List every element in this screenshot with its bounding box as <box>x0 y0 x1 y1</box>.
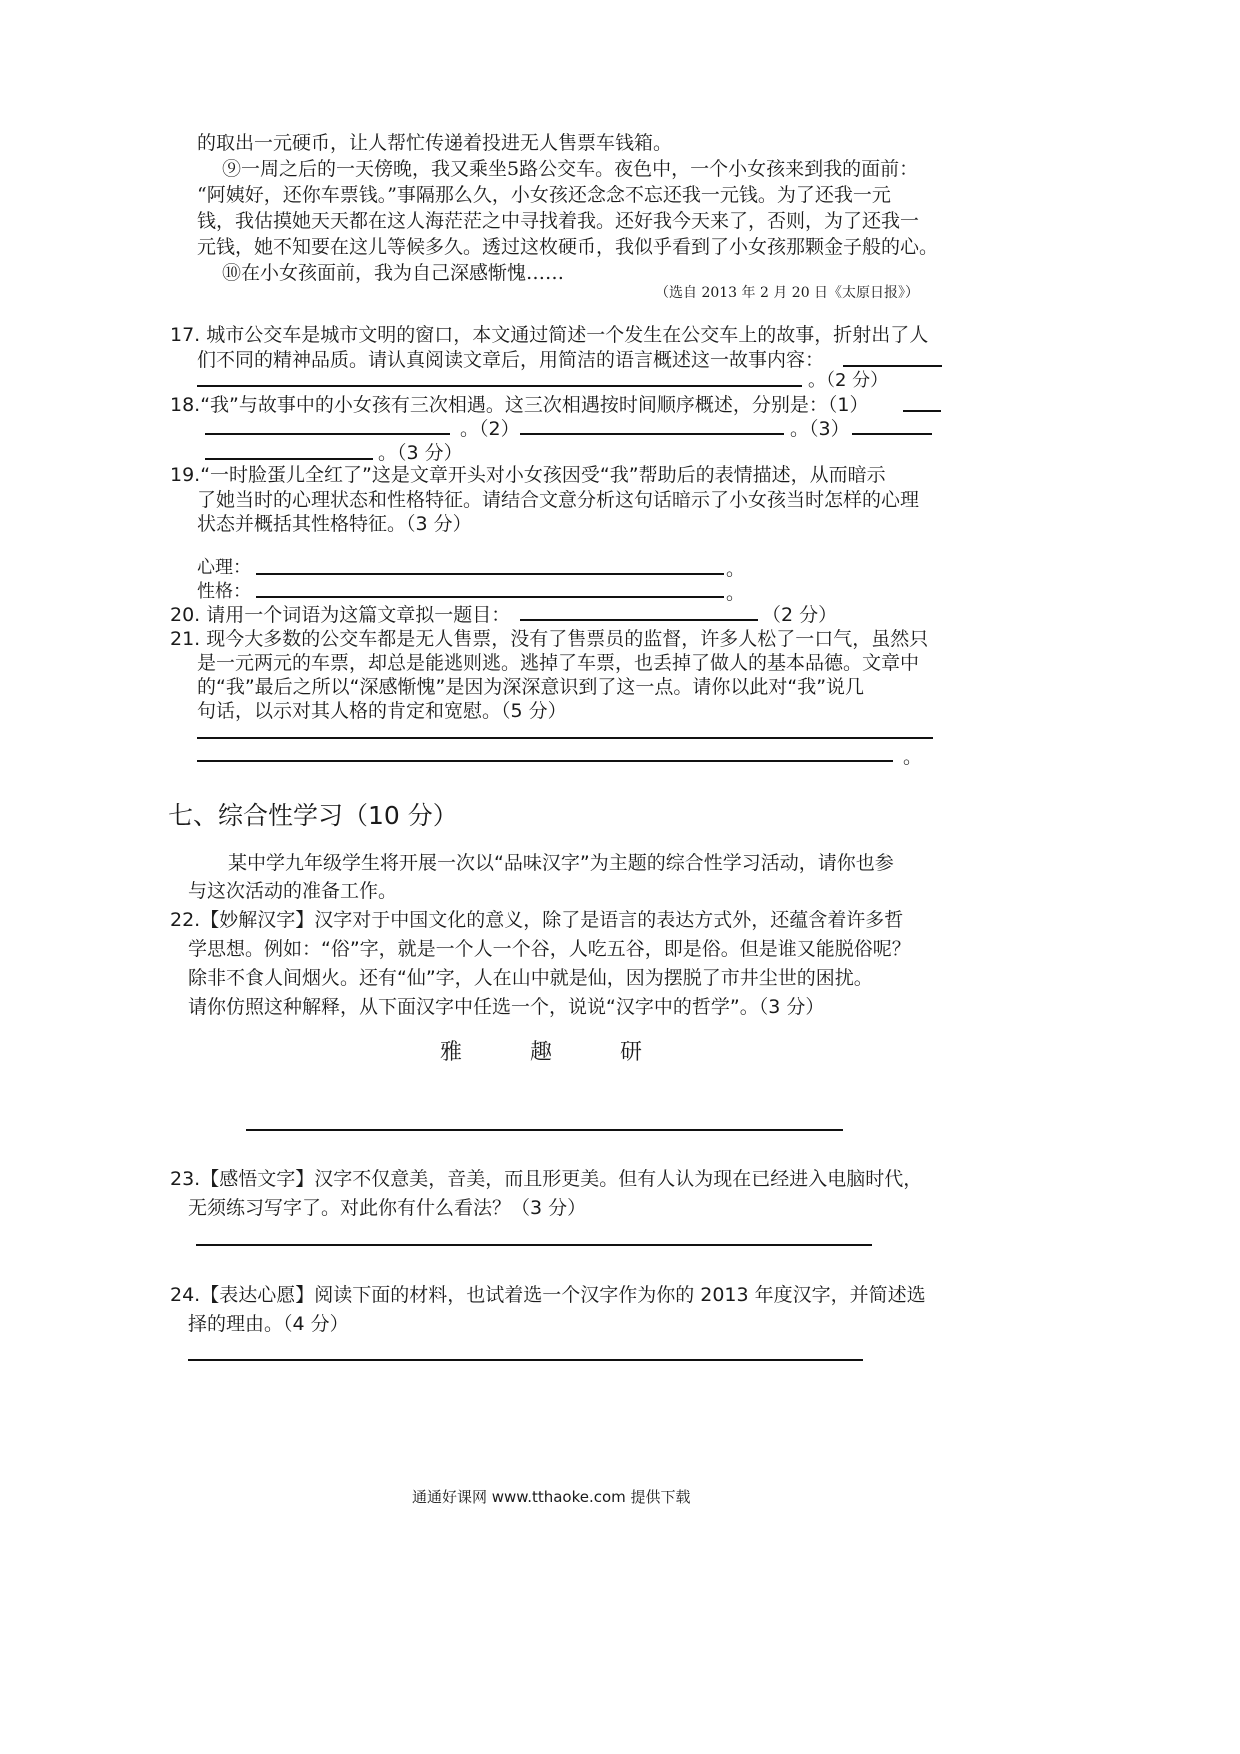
question-22-answer-blank[interactable] <box>246 1129 843 1131</box>
question-24-answer-blank[interactable] <box>188 1359 863 1361</box>
question-22-line: 22.【妙解汉字】汉字对于中国文化的意义，除了是语言的表达方式外，还蕴含着许多哲 <box>170 909 904 931</box>
question-18-answer-blank-2[interactable] <box>520 433 784 435</box>
question-20-line: 20. 请用一个词语为这篇文章拟一题目： <box>170 604 511 626</box>
character-label: 性格： <box>197 581 251 602</box>
question-21-line: 21. 现今大多数的公交车都是无人售票，没有了售票员的监督，许多人松了一口气，虽然只 <box>170 628 929 650</box>
character-option: 趣 <box>530 1040 553 1065</box>
mind-label: 心理： <box>197 557 251 578</box>
character-end-mark: 。 <box>726 582 746 604</box>
question-18-score: 。（3 分） <box>378 442 463 464</box>
question-20-score: （2 分） <box>762 604 838 626</box>
passage-paragraph-10: ⑩在小女孩面前，我为自己深感惭愧…… <box>222 262 565 284</box>
question-21-line: 的“我”最后之所以“深感惭愧”是因为深深意识到了这一点。请你以此对“我”说几 <box>197 676 865 698</box>
question-18-mark: 。（3） <box>790 418 850 440</box>
question-19-line: 了她当时的心理状态和性格特征。请结合文意分析这句话暗示了小女孩当时怎样的心理 <box>197 489 920 511</box>
section-7-intro: 某中学九年级学生将开展一次以“品味汉字”为主题的综合性学习活动，请你也参 <box>228 852 894 874</box>
character-option: 研 <box>620 1040 643 1065</box>
question-24-line: 择的理由。（4 分） <box>188 1313 349 1335</box>
question-19-line: 状态并概括其性格特征。（3 分） <box>197 513 472 535</box>
question-17-answer-blank[interactable] <box>843 365 942 367</box>
question-19-line: 19.“一时脸蛋儿全红了”这是文章开头对小女孩因受“我”帮助后的表情描述，从而暗示 <box>170 464 886 486</box>
question-24-line: 24.【表达心愿】阅读下面的材料，也试着选一个汉字作为你的 2013 年度汉字，并简述选 <box>170 1284 926 1306</box>
section-7-intro: 与这次活动的准备工作。 <box>188 880 398 902</box>
question-18-answer-blank-1[interactable] <box>903 410 941 412</box>
question-18-line: 18.“我”与故事中的小女孩有三次相遇。这三次相遇按时间顺序概述，分别是：（1） <box>170 394 869 416</box>
question-17-line: 17. 城市公交车是城市文明的窗口，本文通过简述一个发生在公交车上的故事，折射出了人 <box>170 324 929 346</box>
question-18-mark: 。（2） <box>460 418 520 440</box>
passage-line: 的取出一元硬币，让人帮忙传递着投进无人售票车钱箱。 <box>197 132 673 154</box>
question-21-end-mark: 。 <box>903 746 923 768</box>
question-22-line: 学思想。例如：“俗”字，就是一个人一个谷，人吃五谷，即是俗。但是谁又能脱俗呢？ <box>188 938 911 960</box>
character-option: 雅 <box>440 1040 463 1065</box>
question-23-line: 无须练习写字了。对此你有什么看法？（3 分） <box>188 1197 587 1219</box>
character-answer-blank[interactable] <box>256 596 724 598</box>
question-21-answer-blank[interactable] <box>197 737 933 739</box>
question-20-title-blank[interactable] <box>520 619 758 621</box>
question-17-line: 们不同的精神品质。请认真阅读文章后，用简洁的语言概述这一故事内容： <box>197 349 825 371</box>
question-21-line: 是一元两元的车票，却总是能逃则逃。逃掉了车票，也丢掉了做人的基本品德。文章中 <box>197 652 920 674</box>
question-17-score: 。（2 分） <box>808 370 889 391</box>
passage-paragraph-9: ⑨一周之后的一天傍晚，我又乘坐5路公交车。夜色中，一个小女孩来到我的面前： <box>222 158 919 180</box>
passage-line: 钱，我估摸她天天都在这人海茫茫之中寻找着我。还好我今天来了，否则，为了还我一 <box>197 210 920 232</box>
footer-download-credit: 通通好课网 www.tthaoke.com 提供下载 <box>412 1488 691 1506</box>
mind-end-mark: 。 <box>726 558 746 580</box>
mind-answer-blank[interactable] <box>256 573 724 575</box>
question-17-answer-blank[interactable] <box>197 385 802 387</box>
question-22-line: 请你仿照这种解释，从下面汉字中任选一个，说说“汉字中的哲学”。（3 分） <box>188 996 825 1018</box>
question-23-answer-blank[interactable] <box>196 1244 872 1246</box>
question-21-answer-blank[interactable] <box>197 760 893 762</box>
passage-source: （选自 2013 年 2 月 20 日《太原日报》） <box>655 285 920 301</box>
question-18-answer-blank-1[interactable] <box>205 433 450 435</box>
passage-line: 元钱，她不知要在这儿等候多久。透过这枚硬币，我似乎看到了小女孩那颗金子般的心。 <box>197 236 939 258</box>
section-7-heading: 七、综合性学习（10 分） <box>168 801 458 830</box>
question-22-line: 除非不食人间烟火。还有“仙”字，人在山中就是仙，因为摆脱了市井尘世的困扰。 <box>188 967 873 989</box>
question-21-line: 句话，以示对其人格的肯定和宽慰。（5 分） <box>197 700 567 722</box>
passage-line: “阿姨好，还你车票钱。”事隔那么久，小女孩还念念不忘还我一元钱。为了还我一元 <box>197 184 891 206</box>
question-18-answer-blank-3[interactable] <box>852 433 932 435</box>
character-options <box>440 1035 710 1066</box>
question-18-answer-blank-3[interactable] <box>205 458 373 460</box>
question-23-line: 23.【感悟文字】汉字不仅意美，音美，而且形更美。但有人认为现在已经进入电脑时代， <box>170 1168 923 1190</box>
